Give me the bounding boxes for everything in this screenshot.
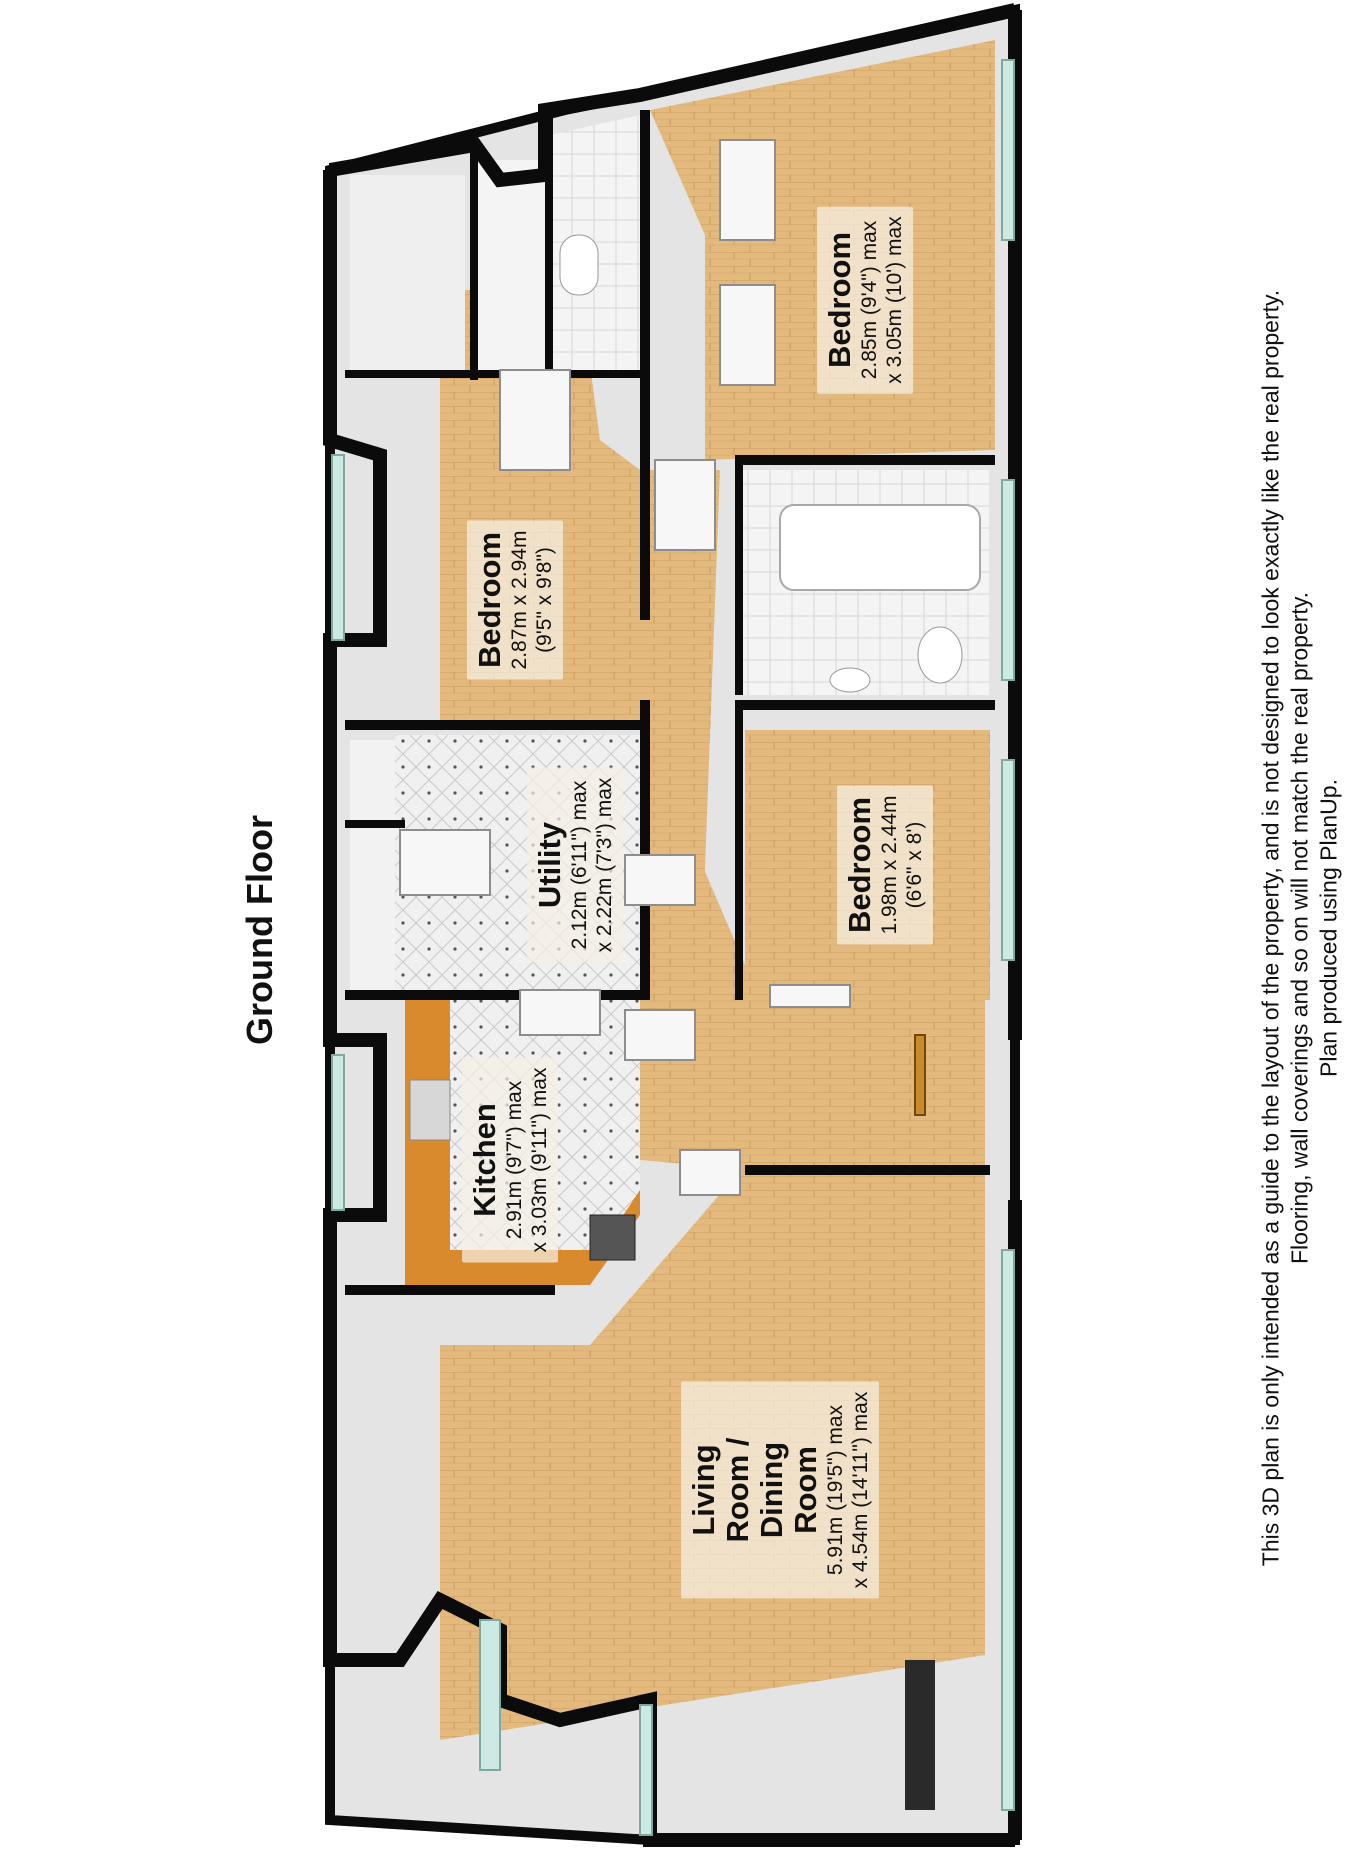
window bbox=[1002, 480, 1014, 680]
door bbox=[680, 1150, 740, 1195]
room-label-kitchen bbox=[462, 1058, 558, 1263]
window bbox=[1002, 60, 1014, 240]
room-name: Kitchen bbox=[467, 1103, 502, 1217]
room-dimension: 2.87m x 2.94m bbox=[508, 530, 531, 670]
room-name-line: Dining bbox=[754, 1441, 789, 1539]
room-name: Bedroom bbox=[822, 231, 857, 369]
room-name: Utility bbox=[532, 821, 567, 909]
door bbox=[770, 985, 850, 1007]
bathroom bbox=[735, 470, 990, 695]
room-dimension: x 2.22m (7'3") max bbox=[593, 777, 616, 953]
basin-icon bbox=[830, 668, 870, 692]
shower-room bbox=[550, 115, 640, 370]
radiator-icon bbox=[905, 1660, 935, 1810]
window bbox=[480, 1620, 500, 1770]
door bbox=[625, 1010, 695, 1060]
window bbox=[332, 455, 344, 640]
room-dimension: 2.85m (9'4") max bbox=[858, 220, 881, 380]
door bbox=[400, 830, 490, 895]
floor-title: Ground Floor bbox=[239, 815, 280, 1045]
disclaimer-line: Plan produced using PlanUp. bbox=[1315, 779, 1342, 1077]
room-name: Bedroom bbox=[842, 796, 877, 934]
room-dimension: x 3.05m (10') max bbox=[883, 216, 906, 384]
room-dimension: 2.12m (6'11") max bbox=[568, 780, 591, 950]
bath-icon bbox=[780, 505, 980, 590]
door bbox=[520, 990, 600, 1035]
room-dimension: 5.91m (19'5") max bbox=[824, 1404, 847, 1576]
sink-icon bbox=[410, 1080, 450, 1140]
room-dimension: x 4.54m (14'11") max bbox=[849, 1391, 872, 1589]
room-dimension: (9'5" x 9'8") bbox=[533, 547, 556, 653]
disclaimer-line: This 3D plan is only intended as a guide to the layout of the property, and is not designed to look exactly like the real property. bbox=[1257, 289, 1284, 1567]
room-label-bedroom-2 bbox=[467, 521, 563, 680]
disclaimer-line: Flooring, wall coverings and so on will not match the real property. bbox=[1286, 591, 1313, 1265]
room-dimension: x 3.03m (9'11") max bbox=[528, 1067, 551, 1253]
hob-icon bbox=[590, 1215, 635, 1260]
window bbox=[640, 1705, 652, 1835]
toilet-icon bbox=[560, 235, 598, 295]
door bbox=[625, 855, 695, 905]
room-dimension: (6'6" x 8') bbox=[903, 821, 926, 909]
room-name-line: Room bbox=[788, 1446, 823, 1534]
door bbox=[720, 285, 775, 385]
door bbox=[655, 460, 715, 550]
window bbox=[1002, 760, 1014, 960]
room-name-line: Living bbox=[686, 1444, 721, 1536]
room-label-utility bbox=[527, 768, 623, 963]
room-name-line: Room / bbox=[720, 1437, 755, 1543]
door bbox=[720, 140, 775, 240]
toilet-icon bbox=[918, 627, 962, 683]
room-dimension: 1.98m x 2.44m bbox=[878, 795, 901, 935]
room-label-living-dining bbox=[681, 1382, 879, 1599]
front-door bbox=[915, 1035, 925, 1115]
door bbox=[500, 370, 570, 470]
window bbox=[1002, 1250, 1014, 1810]
room-name: Bedroom bbox=[472, 531, 507, 669]
window bbox=[332, 1055, 344, 1210]
disclaimer bbox=[1257, 290, 1344, 1566]
room-label-bedroom-3 bbox=[837, 786, 933, 945]
room-dimension: 2.91m (9'7") max bbox=[503, 1080, 526, 1240]
room-label-bedroom-1 bbox=[817, 206, 913, 393]
